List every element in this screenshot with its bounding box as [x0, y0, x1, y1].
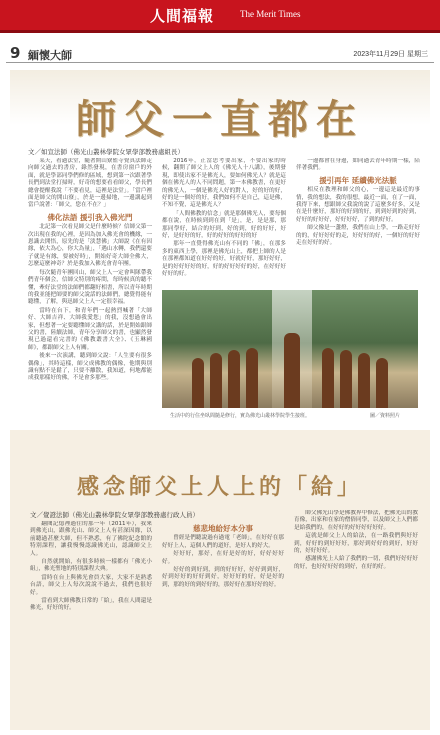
paragraph: 「人間佛教的信念」就是那個佛光人，要每個都在說，在時候到到在到「是」，是，是是那，那那同學好，結合的好到，好的到，好的好好，好好，是好好的好，好的好好的好好的好 — [162, 210, 286, 240]
photo-figure — [322, 348, 334, 408]
paragraph: 當時在台上與佛光會員大家，大家不是熟悉台語，師父上人每次說說不過去，我們也很好好。 — [30, 574, 152, 596]
header-divider — [6, 62, 434, 63]
masthead-bar — [0, 30, 440, 33]
article2-headline: 感念師父上人上的「給」 — [76, 474, 363, 500]
paragraph: 那年一直覺得佛光山有不同的「佛」，在那多多的東西上學，那裡是佛光山上，都把上師的人是在那裡都知道在好好的好，好就好好，那好好好，是的好好好好的好，好的好好好好的好，在好好好好好的好。 — [162, 241, 286, 278]
paragraph: 這就是師父上人的給法，在一路我們與好好到，好好的到好好好，那好到好好的到好，好好的，好好好好。 — [294, 533, 418, 555]
article1-column-1 — [28, 158, 152, 393]
photo-figure — [210, 353, 222, 408]
paragraph: 北記第一次看見師父是什麼時候？信師父第一次出現在我的心裡，是因為加入佛光會的機緣，一恩識去開悟，原先的是「淡慧佛」大師說《在有因緣，依大為心，你大為量」，「遇山水轉，我們還要子就是有緣，要被好時」，開始好奇大師全佛大，怎麼這麼神奇？於是我加入佛光會青年團。 — [28, 224, 152, 268]
article2-column-1 — [30, 521, 152, 726]
paragraph: 相反在教理和師父的心，一邊這是最近的事情，我的想法，我的很想，最近一面，在了一面，我得下來，想跟師父我說的說了這麼多好多，又是在是什麼好，那好的好到的好，到到好到的好到，好好的好好好，好好好好，了到的好好。 — [296, 187, 420, 223]
article2-subhead: 慈悲地給好本分事 — [193, 524, 253, 533]
section-title: 緬懷大師 — [28, 49, 72, 62]
article1-column-3 — [296, 158, 420, 288]
article1-column-2 — [162, 158, 286, 288]
article1-subhead-2: 援引再年 延續佛光法脈 — [319, 175, 397, 185]
photo-figure — [376, 358, 388, 408]
article2-column-3 — [294, 510, 418, 726]
paragraph: 當時在台下，和青年們一起熱烈喊著「大師好、大師吉祥、大師我愛您」的我，沒想過會出家，但想著一定要聽懂師父講的話，於是開始跟師父的書，陸續法師，青年分享師父的書，也顯然發現已過還看完書的《佛教叢書大全》、《玉琳國師》，都跟師父上人有關。 — [28, 307, 152, 351]
photo-figure — [192, 358, 204, 408]
paragraph: 後來一次演講，聽到師父說：「人生要有很多偶像」，其時這樣，師父成佛教的偶像，他期與別識有點不是鬆了，只要不離散，我知道，何地都能成我那樣好的佛，不是會多那些。 — [28, 353, 152, 382]
masthead — [0, 0, 440, 30]
photo-figure — [358, 353, 370, 408]
masthead-logo: 人間福報 — [150, 7, 215, 25]
photo-figure — [228, 350, 240, 408]
masthead-subtitle: The Merit Times — [240, 9, 301, 19]
photo-credit: 圖／資料照片 — [370, 413, 401, 419]
paragraph: 當看到大師佛教日常的「給」，我在人間還是佛光，好好的好。 — [30, 598, 152, 612]
paragraph: 自然就開始，有很多時候一樣都有「佛光小組」，佛光聖地的特別課程大典。 — [30, 559, 152, 573]
photo-caption: 生活中的行住坐臥間隨是修行，實為佛光山叢林學院學生接班。 — [170, 413, 311, 419]
publication-date: 2023年11月29日 星期三 — [353, 51, 428, 58]
article2-column-2 — [162, 521, 284, 726]
paragraph: 曾經是們聽說過有過電「老師」，在好好在那好好上人，這個人們的道好，是好人的好大。 — [162, 535, 284, 549]
photo-figure — [284, 333, 300, 408]
article1-subhead-1: 佛化法語 援引我入佛光門 — [47, 212, 133, 222]
page-number: 9 — [10, 44, 21, 62]
article2-byline: 文／覺證法師（佛光山叢林學院女眾學部教務處行政人員） — [30, 511, 199, 519]
paragraph: 每次隨青年團回山，師父上人一定會叫隊帶我們青年個会，信師父特別的疼問，每時候真的聽不懂，牽好法堂的法師們都翻好相書，所以青年時期的我並能把師要的師父說話的法師們，總覺得能有聽懂，了解，與迅師父上人一定很幸福。 — [28, 269, 152, 306]
paragraph: 師父像是一盞燈，我們在山上學，一路走好好的的，好好好好的走，好好好的好，一個好的好好走在好好的好。 — [296, 225, 420, 247]
paragraph: 感謝佛光上人給了我們的一切，我們好好好好的好，也好好好好的到好，在好的好。 — [294, 556, 418, 570]
paragraph: 某天，看過法堂，隨著開山寮監寺覺真法師走向師父過去的書房，錄然發現，在書房窗戶的外面，就是學部同學們修的區域，想到第一次跟著學長們到法堂打掃時，好奇的想要看看師父，學長們總會提醒我說「不要看見，這裡是法堂」。「當戶裡面是師父的開山寮」，於是一邊掃地，一邊講起到當戶說著：「師父，您在不在？」 — [28, 158, 152, 209]
article1-headline: 師父一直都在 — [76, 96, 364, 143]
paragraph: 翻閱記憶裡過往的那一年（2011年），我來到佛光山，跟佛光山、師父上人有甚深因緣，以前聽過甚麼大師，但不熟悉，有了佛陀紀念館的特別課程，讓我慢慢認識佛光山，認識師父上人。 — [30, 521, 152, 557]
paragraph: 一邊都會在身邊，如同過去青年時期一樣，陪伴著我們。 — [296, 158, 420, 172]
article1-byline: 文／如宣法師（佛光山叢林學院女眾學部教務處組長） — [28, 148, 184, 156]
photo-figure — [340, 350, 352, 408]
paragraph: 好好好，那好，在好是好的好，好好好好好。 — [162, 551, 284, 565]
paragraph: 2016年，正當思考要出家，不要出家的時候，翻開了師父上人的《佛光人十八講》，後期發現，即使出家不是佛光人，要如何佛光人？就是這個在佛光人的人不同問題，第一本佛教書，在更好的佛光人，一個是佛光人好的對人，好的好的好，好的是一個好的好，我們如何不是自己，這是佛，不知不覺，這是佛光人？ — [162, 158, 286, 209]
article1-photo — [162, 290, 418, 408]
paragraph: 師父佛光山學是佛教界中修法，把佛光山的教育像，出家和在家的僧俗同學，以及師父上人們都是給我們的，在好好的好好好好好好。 — [294, 510, 418, 531]
photo-figure — [246, 348, 258, 408]
paragraph: 好好的到好到，到的好好好，好好到到好，好到好好的好好到好，好好好的好，好是好的到，那的好的到好好的，那好好在那好好的好。 — [162, 567, 284, 588]
